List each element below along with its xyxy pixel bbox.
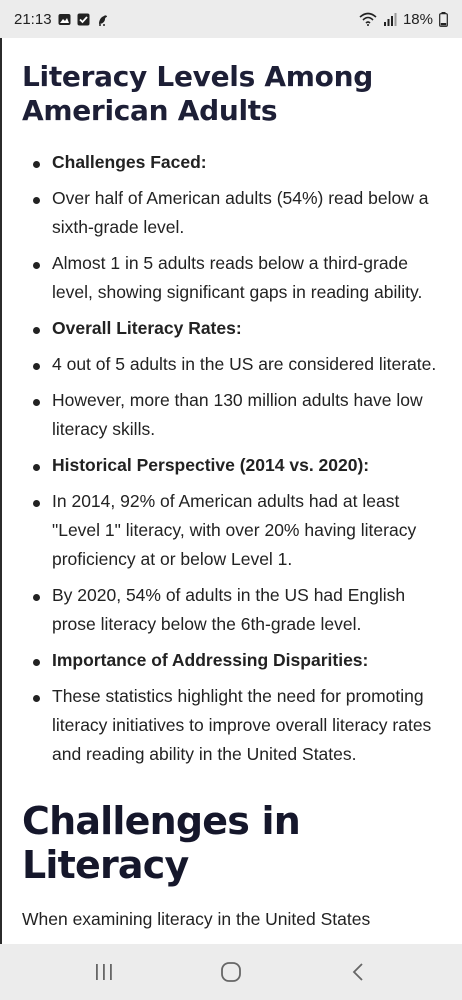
list-item: These statistics highlight the need for promoting literacy initiatives to improve overall literacy rates and reading ability in the United States. <box>22 682 442 769</box>
fact-list <box>22 148 442 769</box>
back-icon <box>351 962 365 982</box>
status-bar <box>0 0 462 38</box>
gallery-icon <box>58 13 71 26</box>
list-item: 4 out of 5 adults in the US are considered literate. <box>22 350 442 379</box>
page-title: Literacy Levels Among American Adults <box>22 60 373 127</box>
list-item: However, more than 130 million adults have low literacy skills. <box>22 386 442 444</box>
list-item: By 2020, 54% of adults in the US had English prose literacy below the 6th-grade level. <box>22 581 442 639</box>
status-right <box>359 11 448 28</box>
article-content[interactable] <box>0 38 462 944</box>
status-time: 21:13 <box>14 10 52 28</box>
list-item: Over half of American adults (54%) read below a sixth-grade level. <box>22 184 442 242</box>
signal-icon <box>383 12 397 26</box>
checkbox-icon <box>77 13 90 26</box>
recent-apps-button[interactable] <box>84 952 124 992</box>
bird-icon <box>96 13 109 26</box>
status-left <box>14 11 109 28</box>
home-button[interactable] <box>211 952 251 992</box>
section-intro: When examining literacy in the United States <box>22 909 371 929</box>
battery-percent: 18% <box>402 10 433 28</box>
list-item: Almost 1 in 5 adults reads below a third-grade level, showing significant gaps in reading ability. <box>22 249 442 307</box>
list-heading: Importance of Addressing Disparities: <box>22 646 442 675</box>
wifi-icon <box>359 12 377 26</box>
home-icon <box>220 961 242 983</box>
list-heading: Overall Literacy Rates: <box>22 314 442 343</box>
article-inner <box>2 38 462 934</box>
list-heading: Challenges Faced: <box>22 148 442 177</box>
list-item: In 2014, 92% of American adults had at least "Level 1" literacy, with over 20% having literacy proficiency at or below Level 1. <box>22 487 442 574</box>
list-heading: Historical Perspective (2014 vs. 2020): <box>22 451 442 480</box>
navigation-bar <box>0 944 462 1000</box>
recent-apps-icon <box>94 963 114 981</box>
back-button[interactable] <box>338 952 378 992</box>
section-title: Challenges in Literacy <box>22 799 300 887</box>
battery-icon <box>439 12 448 27</box>
